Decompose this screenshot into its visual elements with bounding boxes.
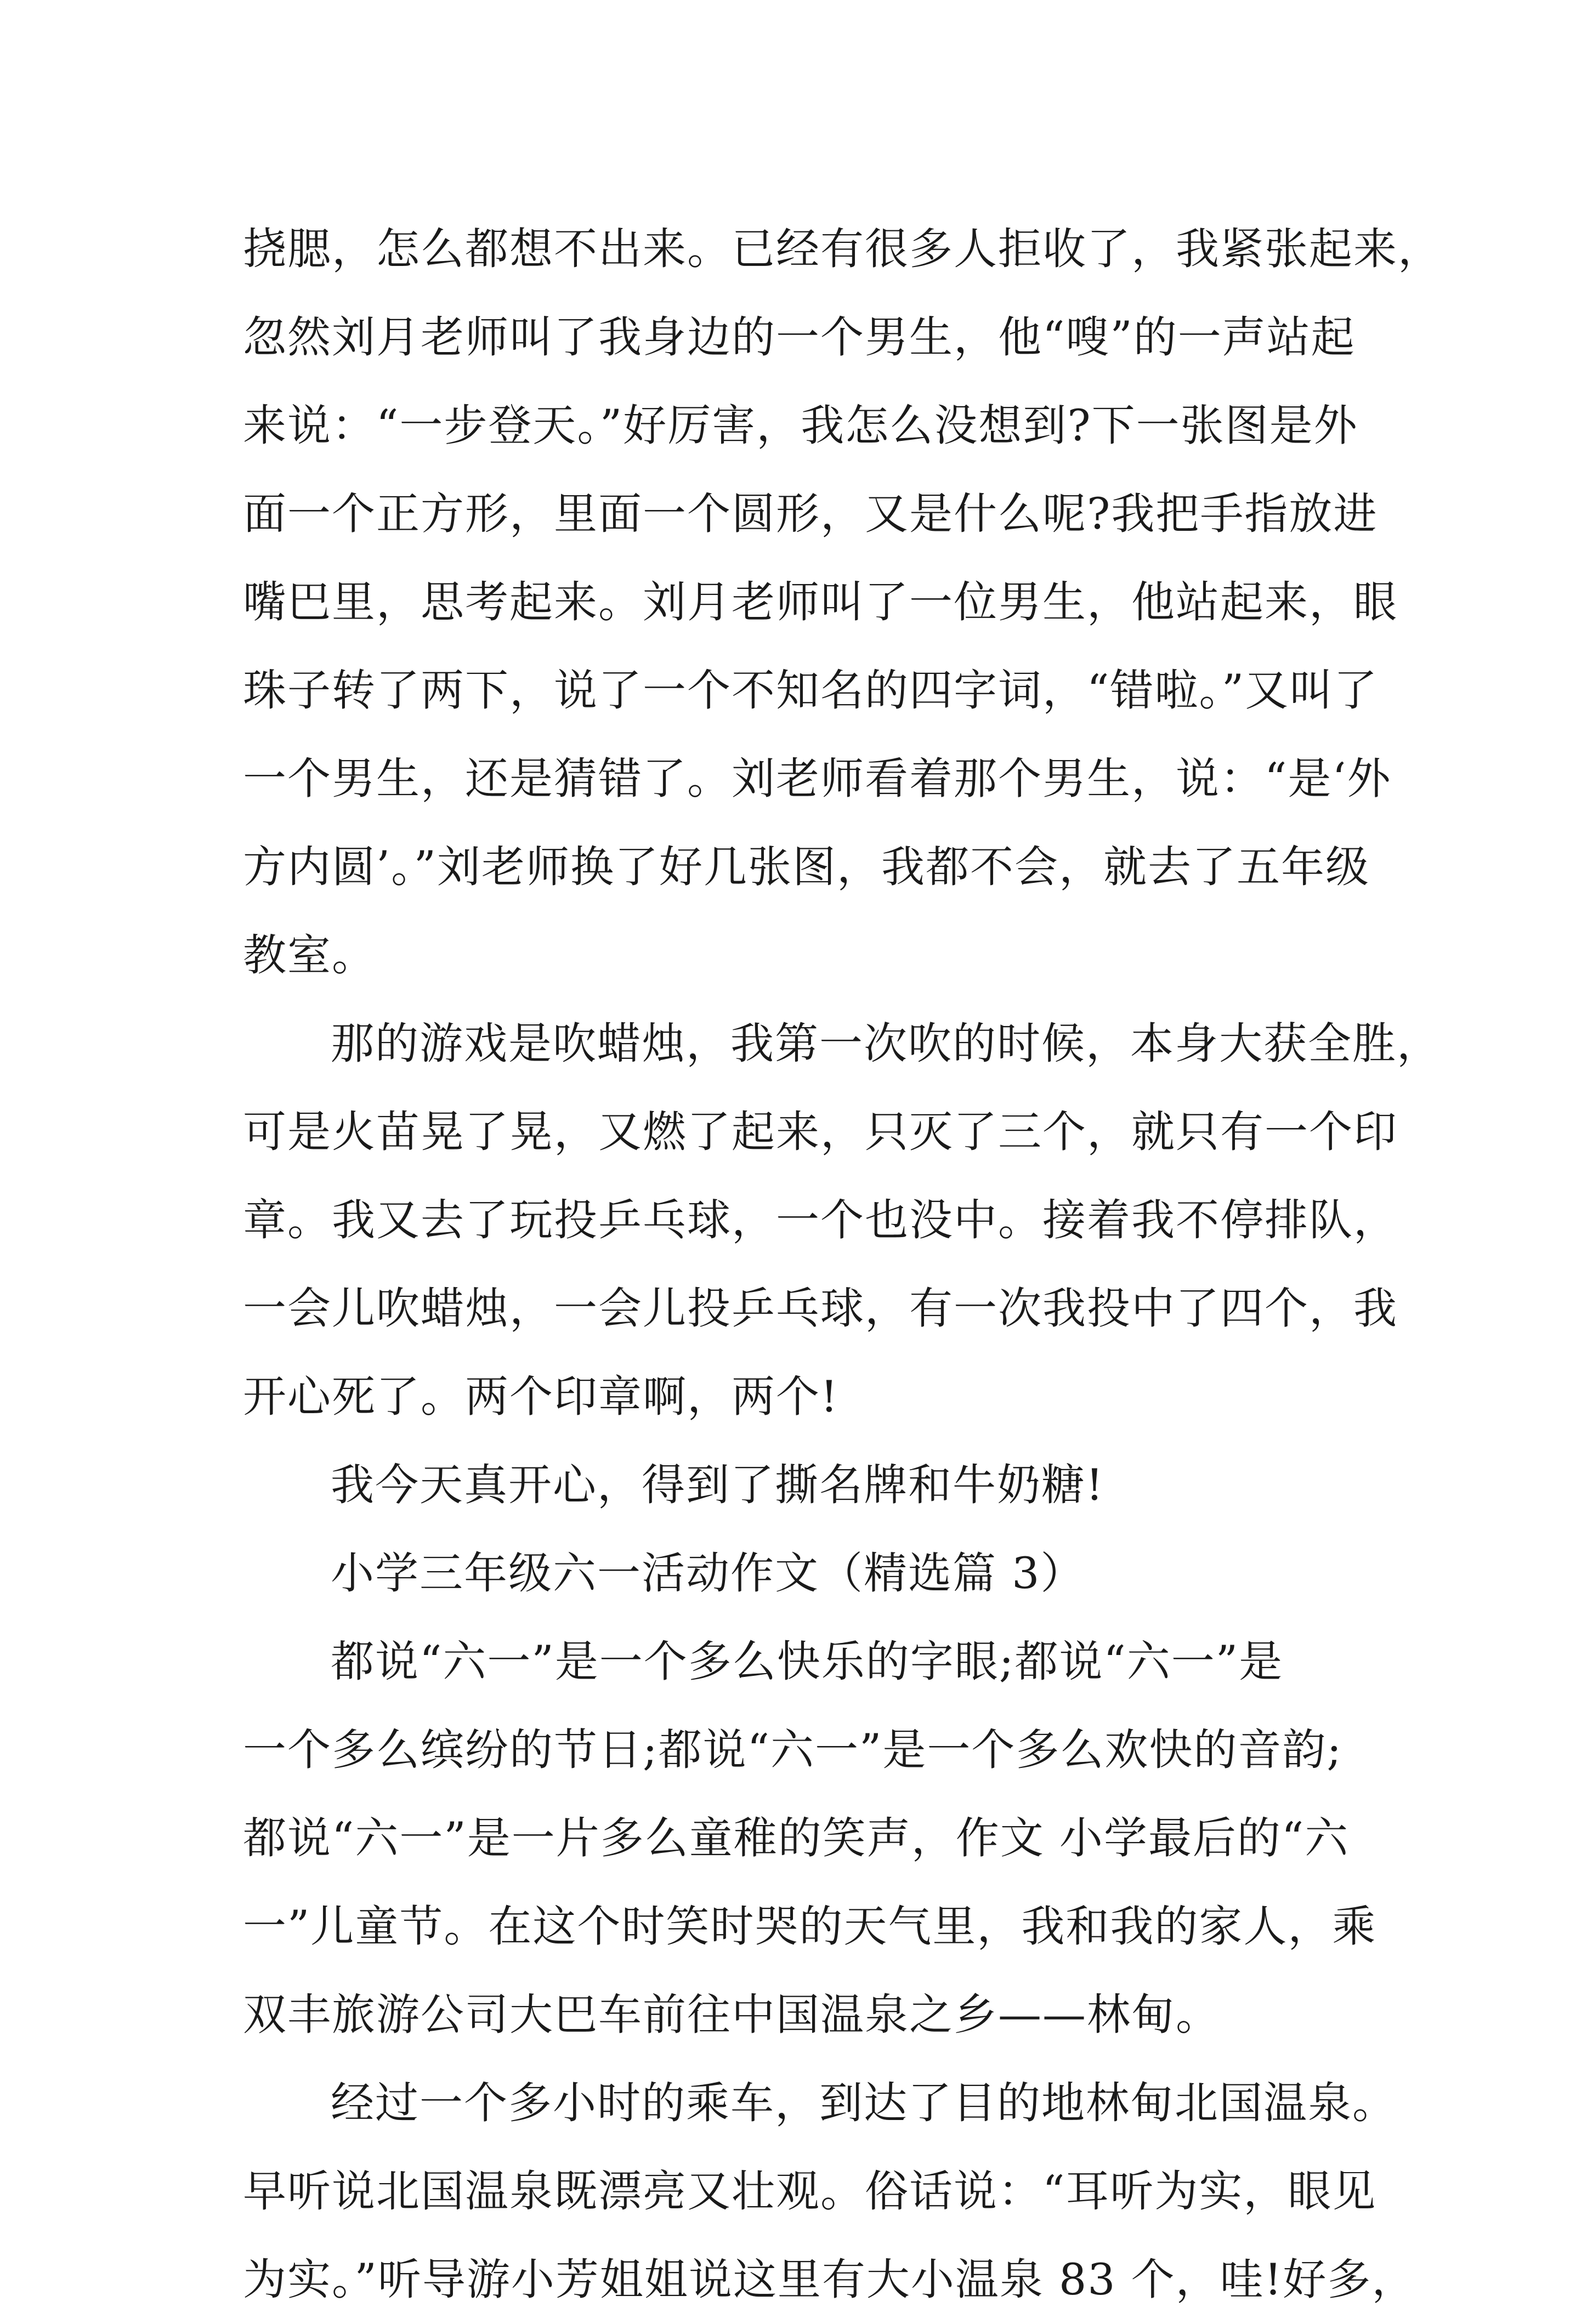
text-line: 都说“六一”是一片多么童稚的笑声，作文 小学最后的“六 <box>243 1813 1350 1863</box>
text-line: 可是火苗晃了晃，又燃了起来，只灭了三个，就只有一个印 <box>243 1107 1398 1157</box>
text-line: 忽然刘月老师叫了我身边的一个男生，他“嗖”的一声站起 <box>243 312 1356 362</box>
text-line: 嘴巴里，思考起来。刘月老师叫了一位男生，他站起来，眼 <box>243 577 1398 627</box>
text-line: 面一个正方形，里面一个圆形，又是什么呢?我把手指放进 <box>243 489 1378 539</box>
text-line: 珠子转了两下，说了一个不知名的四字词，“错啦。”又叫了 <box>243 665 1379 716</box>
text-line: 我今天真开心，得到了撕名牌和牛奶糖! <box>331 1460 1104 1510</box>
text-line: 一个多么缤纷的节日;都说“六一”是一个多么欢快的音韵; <box>243 1725 1343 1775</box>
text-line: 那的游戏是吹蜡烛，我第一次吹的时候，本身大获全胜， <box>331 1018 1441 1069</box>
text-line: 开心死了。两个印章啊，两个! <box>243 1371 839 1422</box>
text-line: 都说“六一”是一个多么快乐的字眼;都说“六一”是 <box>331 1636 1284 1687</box>
section-heading: 小学三年级六一活动作文（精选篇 3） <box>331 1548 1085 1599</box>
text-line: 来说：“一步登天。”好厉害，我怎么没想到?下一张图是外 <box>243 400 1358 451</box>
text-line: 一个男生，还是猜错了。刘老师看着那个男生，说：“是‘外 <box>243 753 1392 804</box>
text-line: 方内圆’。”刘老师换了好几张图，我都不会，就去了五年级 <box>243 842 1370 892</box>
text-line: 章。我又去了玩投乒乓球，一个也没中。接着我不停排队， <box>243 1195 1398 1245</box>
text-line: 经过一个多小时的乘车，到达了目的地林甸北国温泉。 <box>331 2078 1397 2128</box>
text-line: 一会儿吹蜡烛，一会儿投乒乓球，有一次我投中了四个，我 <box>243 1283 1398 1334</box>
article-body <box>243 205 1442 2324</box>
text-line: 为实。”听导游小芳姐姐说这里有大小温泉 83 个，哇!好多， <box>243 2254 1416 2305</box>
text-line: 一”儿童节。在这个时笑时哭的天气里，我和我的家人，乘 <box>243 1901 1377 1952</box>
text-line: 双丰旅游公司大巴车前往中国温泉之乡——林甸。 <box>243 1989 1220 2040</box>
text-line: 挠腮，怎么都想不出来。已经有很多人拒收了，我紧张起来， <box>243 224 1442 274</box>
text-line: 教室。 <box>243 930 376 980</box>
text-line: 早听说北国温泉既漂亮又壮观。俗话说：“耳听为实，眼见 <box>243 2166 1377 2217</box>
